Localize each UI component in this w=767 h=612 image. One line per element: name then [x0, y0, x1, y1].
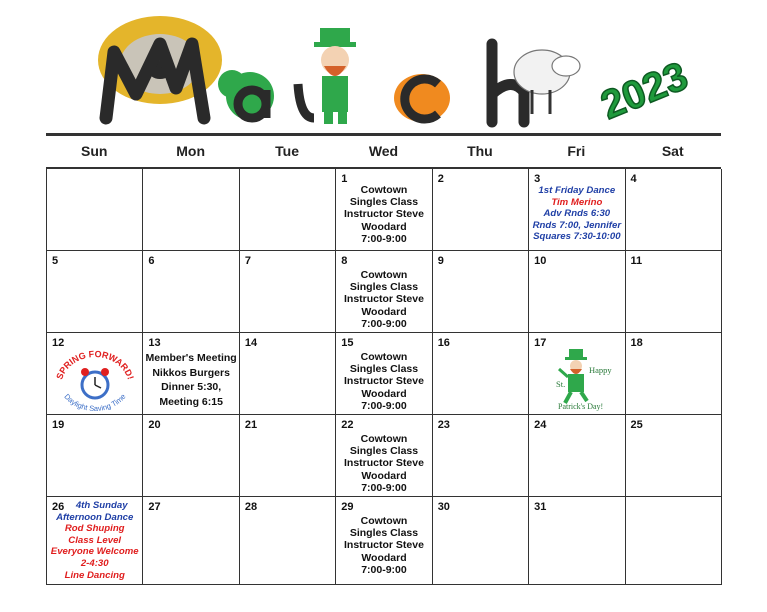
event-line: Instructor Steve: [344, 293, 424, 306]
day-cell-22: [336, 415, 432, 496]
weekday-fri: Fri: [567, 143, 586, 159]
day-cell-25: [626, 415, 722, 496]
day-number: 21: [244, 419, 258, 431]
day-number: 6: [148, 255, 155, 267]
weekday-header-row: [46, 136, 721, 167]
weekday-mon: Mon: [176, 143, 206, 159]
cowtown-class-event: [336, 433, 431, 494]
day-number: 24: [534, 419, 547, 431]
event-line: Line Dancing: [64, 569, 125, 581]
event-line: Rnds 7:00, Jennifer: [532, 219, 622, 231]
cowtown-class-event: [336, 269, 431, 330]
day-number: 5: [52, 255, 59, 267]
year-text: 2023: [594, 53, 694, 128]
day-cell-19: [47, 415, 143, 496]
day-number: 29: [341, 501, 354, 513]
day-cell-7: [240, 251, 336, 332]
day-cell-20: [143, 415, 239, 496]
cowtown-class-event: [336, 515, 431, 576]
event-line: 2-4:30: [80, 557, 109, 569]
day-cell-empty: [240, 169, 336, 250]
day-number: 26: [52, 501, 65, 513]
weekday-wed: Wed: [368, 143, 399, 159]
cowtown-class-event: [336, 351, 431, 412]
day-number: 9: [437, 255, 444, 267]
event-line: Singles Class: [349, 196, 419, 209]
event-line: Instructor Steve: [344, 375, 424, 388]
day-number: 27: [148, 501, 161, 513]
day-cell-27: [143, 497, 239, 584]
fourth-sunday-dance-event: [47, 500, 142, 581]
day-number: 12: [52, 337, 65, 349]
weekday-sun: Sun: [80, 143, 108, 159]
day-cell-18: [626, 333, 722, 414]
day-cell-12: [47, 333, 143, 414]
event-line: Woodard: [361, 387, 407, 400]
day-cell-empty: [47, 169, 143, 250]
day-cell-2: [433, 169, 529, 250]
day-cell-empty: [626, 497, 722, 584]
day-number: 13: [148, 337, 161, 349]
day-cell-10: [529, 251, 625, 332]
event-line: Instructor Steve: [344, 208, 424, 221]
day-cell-23: [433, 415, 529, 496]
event-line: Instructor Steve: [344, 539, 424, 552]
day-cell-16: [433, 333, 529, 414]
day-cell-11: [626, 251, 722, 332]
day-number: 2: [437, 173, 444, 185]
day-cell-26: [47, 497, 143, 584]
event-title: Member's Meeting: [145, 352, 237, 364]
event-line: 7:00-9:00: [361, 563, 407, 576]
weekday-thu: Thu: [467, 143, 493, 159]
event-title: 1st Friday Dance: [538, 185, 616, 196]
day-cell-14: [240, 333, 336, 414]
day-number: 18: [630, 337, 643, 349]
day-number: 20: [148, 419, 161, 431]
day-cell-9: [433, 251, 529, 332]
day-cell-3: [529, 169, 625, 250]
day-cell-28: [240, 497, 336, 584]
event-line: Cowtown: [360, 433, 408, 445]
event-title: 4th Sunday: [75, 500, 128, 511]
day-number: 8: [341, 255, 348, 267]
year-art: [594, 38, 694, 130]
day-cell-5: [47, 251, 143, 332]
patricks-day-text: Patrick's Day!: [558, 402, 604, 411]
event-line: Nikkos Burgers: [152, 366, 230, 379]
event-line: Singles Class: [349, 281, 419, 294]
week-row: [47, 251, 722, 333]
event-line: Instructor Steve: [344, 457, 424, 470]
event-line: Woodard: [361, 469, 407, 482]
event-line: Cowtown: [360, 269, 408, 281]
weekday-tue: Tue: [275, 143, 299, 159]
week-row: [47, 169, 722, 251]
day-number: 16: [437, 337, 450, 349]
calendar-header: [0, 0, 767, 132]
st-text: St.: [556, 379, 566, 389]
event-line: 7:00-9:00: [361, 399, 407, 412]
day-number: 28: [244, 501, 258, 513]
event-line: Woodard: [361, 551, 407, 564]
event-line: Singles Class: [349, 527, 419, 540]
day-number: 23: [437, 419, 450, 431]
event-line: Squares 7:30-10:00: [533, 231, 621, 243]
march-word-art: [92, 14, 592, 134]
day-cell-1: [336, 169, 432, 250]
day-cell-15: [336, 333, 432, 414]
event-line: 7:00-9:00: [361, 317, 407, 330]
day-number: 4: [630, 173, 637, 185]
event-line: 7:00-9:00: [361, 232, 407, 245]
day-cell-21: [240, 415, 336, 496]
daylight-saving-text: Daylight Saving Time: [62, 391, 128, 413]
week-row: [47, 497, 722, 585]
day-number: 7: [244, 255, 251, 267]
day-cell-4: [626, 169, 722, 250]
first-friday-dance-event: [529, 185, 624, 243]
spring-forward-clock-icon: [53, 347, 137, 413]
event-line: Class Level: [68, 534, 122, 546]
happy-text: Happy: [589, 365, 612, 375]
day-number: 22: [341, 419, 354, 431]
day-cell-13: [143, 333, 239, 414]
event-line: 7:00-9:00: [361, 481, 407, 494]
spring-forward-text: SPRING FORWARD!: [54, 348, 136, 381]
week-row: [47, 415, 722, 497]
cowtown-class-event: [336, 184, 431, 245]
week-row: [47, 333, 722, 415]
event-line: Singles Class: [349, 445, 419, 458]
event-caller: Rod Shuping: [64, 523, 125, 535]
event-line: Dinner 5:30,: [161, 381, 222, 393]
event-line: Woodard: [361, 305, 407, 318]
day-number: 3: [534, 173, 541, 185]
event-line: Cowtown: [360, 515, 408, 527]
event-line: Singles Class: [349, 363, 419, 376]
day-cell-31: [529, 497, 625, 584]
members-meeting-event: [143, 351, 238, 409]
day-number: 17: [534, 337, 547, 349]
day-cell-29: [336, 497, 432, 584]
day-cell-30: [433, 497, 529, 584]
day-number: 14: [244, 337, 258, 349]
event-line: Cowtown: [360, 351, 408, 363]
event-line: Everyone Welcome: [50, 546, 139, 558]
event-title: Afternoon Dance: [56, 511, 134, 523]
day-number: 15: [341, 337, 354, 349]
event-line: Meeting 6:15: [159, 395, 223, 408]
event-line: Adv Rnds 6:30: [543, 208, 611, 220]
day-cell-17: [529, 333, 625, 414]
calendar-grid: [46, 169, 722, 585]
event-line: Woodard: [361, 220, 407, 233]
event-line: Cowtown: [360, 184, 408, 196]
weekday-sat: Sat: [661, 143, 684, 159]
day-cell-8: [336, 251, 432, 332]
event-caller: Tim Merino: [551, 196, 603, 208]
day-cell-empty: [143, 169, 239, 250]
month-title-art: [92, 14, 592, 134]
day-cell-6: [143, 251, 239, 332]
day-number: 31: [534, 501, 547, 513]
day-number: 19: [52, 419, 65, 431]
day-number: 1: [341, 173, 348, 185]
day-cell-24: [529, 415, 625, 496]
day-number: 25: [630, 419, 643, 431]
st-patricks-leprechaun-icon: [553, 343, 619, 411]
day-number: 11: [630, 255, 643, 267]
day-number: 10: [534, 255, 547, 267]
day-number: 30: [437, 501, 450, 513]
